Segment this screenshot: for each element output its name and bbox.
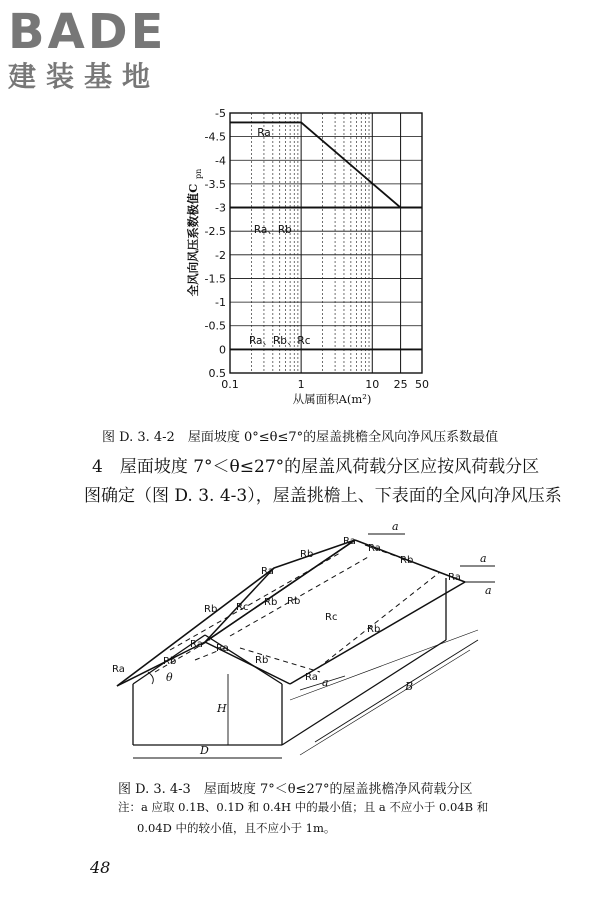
y-tick-label: -3.5 (204, 177, 226, 191)
dim-h-label: H (217, 702, 227, 715)
zone-line-1 (170, 553, 340, 650)
y-tick-label: -1.5 (204, 272, 226, 286)
diagram-caption: 图 D. 3. 4-3 屋面坡度 7°＜θ≤27°的屋盖挑檐净风荷载分区 (118, 782, 473, 797)
dim-a-label: a (480, 552, 487, 565)
y-tick-label: 0 (219, 343, 226, 357)
paragraph-line-1: 4 屋面坡度 7°＜θ≤27°的屋盖风荷载分区应按风荷载分区 (92, 457, 540, 477)
roof-left-eave (117, 568, 274, 686)
label-rb: Rb (367, 624, 381, 635)
y-tick-label: -4 (215, 154, 226, 168)
dim-a-label: a (392, 520, 399, 533)
x-tick-label: 1 (297, 378, 305, 391)
label-rb: Rb (264, 597, 278, 608)
y-tick-label: -0.5 (204, 319, 226, 333)
x-axis-label: 从属面积A(m²) (292, 392, 372, 406)
y-tick-label: -2.5 (204, 225, 226, 239)
label-rb: Rb (204, 604, 218, 615)
y-tick-label: -1 (215, 296, 226, 310)
label-ra: Ra (343, 536, 356, 547)
x-tick-label: 10 (365, 378, 380, 391)
y-tick-label: 0.5 (208, 367, 226, 380)
logo-subtitle: 建装基地 (8, 60, 161, 93)
x-tick-label: 0.1 (221, 378, 239, 391)
ridge-line (205, 540, 355, 642)
zone-line-3 (240, 648, 320, 672)
label-ra: Ra (448, 572, 461, 583)
logo-wordmark: BADE (8, 4, 167, 60)
note-line-2: 0.04D 中的较小值，且不应小于 1m。 (137, 821, 336, 835)
region-label: Ra、Rb、Rc (248, 334, 311, 347)
label-rb: Rb (287, 596, 301, 607)
y-tick-label: -5 (215, 107, 226, 120)
y-axis-label: 全风向风压系数极值C (186, 183, 200, 297)
paragraph-line-2: 图确定（图 D. 3. 4-3），屋盖挑檐上、下表面的全风向净风压系 (84, 486, 562, 506)
dim-a-label: a (485, 584, 492, 597)
dim-d-label: D (200, 744, 209, 757)
note-line-1: 注：a 应取 0.1B、0.1D 和 0.4H 中的最小值；且 a 不应小于 0.04B 和 (118, 800, 489, 814)
theta-label: θ (166, 671, 173, 684)
x-tick-label: 50 (415, 378, 429, 391)
dim-b-label: B (405, 680, 414, 693)
y-tick-label: -4.5 (204, 130, 226, 144)
label-ra: Ra (112, 664, 125, 675)
side-wall-base (282, 640, 446, 745)
hatch-ground (300, 650, 470, 755)
page-number: 48 (90, 858, 111, 877)
chart-caption: 图 D. 3. 4-2 屋面坡度 0°≤θ≤7°的屋盖挑檐全风向净风压系数最值 (102, 430, 499, 445)
y-axis-label-subscript: pn (194, 168, 203, 179)
label-ra: Ra (261, 566, 274, 577)
region-label: Ra (257, 126, 271, 139)
y-tick-label: -2 (215, 248, 226, 262)
dim-b-ext (290, 630, 478, 700)
label-rc: Rc (236, 602, 249, 613)
label-rb: Rb (300, 549, 314, 560)
y-tick-label: -3 (215, 201, 226, 215)
label-rc: Rc (325, 612, 338, 623)
label-ra: Ra (305, 672, 318, 683)
dim-a-label: a (322, 676, 329, 689)
label-rb: Rb (163, 656, 177, 667)
label-ra: Ra (190, 639, 203, 650)
label-rb: Rb (400, 555, 414, 566)
region-label: Ra、Rb (253, 223, 292, 236)
label-ra: Ra (368, 543, 381, 554)
label-rb: Rb (255, 655, 269, 666)
x-tick-label: 25 (393, 378, 408, 391)
label-ra: Ra (216, 643, 229, 654)
